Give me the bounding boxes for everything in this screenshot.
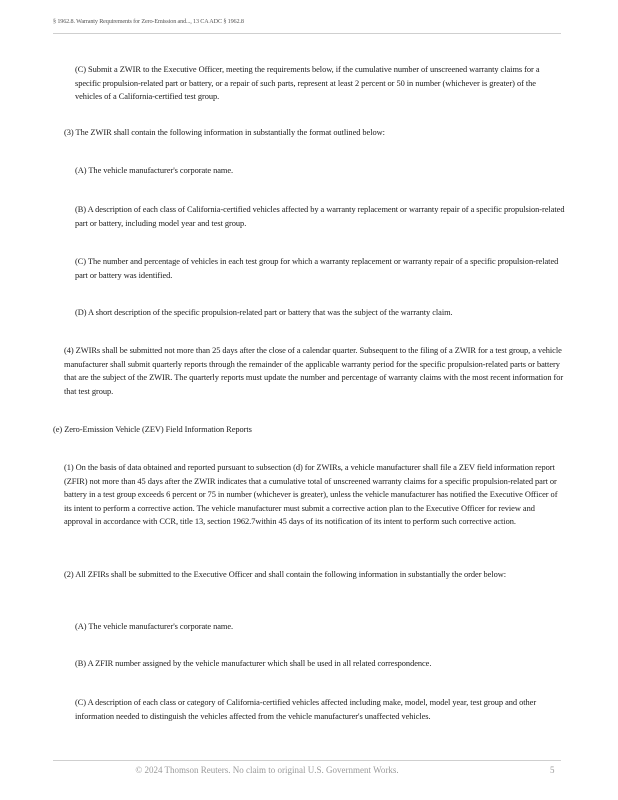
paragraph-3b-class-description: (B) A description of each class of California-certified vehicles affected by a warranty replacement or warranty repair of a specific propulsion-related part or battery, including model year and test group. [75, 205, 565, 228]
paragraph-e2c-vehicle-description: (C) A description of each class or category of California-certified vehicles affected including make, model, model year, test group and other information needed to distinguish the vehicles affected from the vehicle manufacturer's unaffected vehicles. [75, 698, 537, 721]
paragraph-4-zwir-submission: (4) ZWIRs shall be submitted not more than 25 days after the close of a calendar quarter. Subsequent to the filing of a ZWIR for a test group, a vehicle manufacturer shall submit quarterly reports through the remainder of the applicable warranty period for the specific propulsion-related parts or battery that are the subject of the ZWIR. The quarterly reports must update the number and percentage of warranty claims with the most recent information for that test group. [64, 346, 564, 396]
document-header-citation: § 1962.8. Warranty Requirements for Zero-Emission and..., 13 CA ADC § 1962.8 [53, 18, 244, 25]
footer-divider [53, 760, 561, 761]
paragraph-3c-number-percentage: (C) The number and percentage of vehicles in each test group for which a warranty replacement or warranty repair of a specific propulsion-related part or battery was identified. [75, 257, 559, 280]
paragraph-3-zwir-contents: (3) The ZWIR shall contain the following information in substantially the format outlined below: [64, 128, 385, 137]
paragraph-c-submit-zwir: (C) Submit a ZWIR to the Executive Officer, meeting the requirements below, if the cumulative number of unscreened warranty claims for a specific propulsion-related part or battery, or a repair of such parts, represent at least 2 percent or 50 in number (whichever is greater) of the vehicles of a California-certified test group. [75, 65, 540, 102]
paragraph-e2a-corporate-name: (A) The vehicle manufacturer's corporate name. [75, 622, 234, 631]
section-e-heading: (e) Zero-Emission Vehicle (ZEV) Field Information Reports [53, 425, 252, 434]
paragraph-3d-part-description: (D) A short description of the specific propulsion-related part or battery that was the subject of the warranty claim. [75, 308, 453, 317]
footer-copyright: © 2024 Thomson Reuters. No claim to original U.S. Government Works. [135, 765, 399, 775]
page-number: 5 [550, 765, 555, 775]
header-divider [53, 33, 561, 34]
paragraph-e2b-zfir-number: (B) A ZFIR number assigned by the vehicle manufacturer which shall be used in all related correspondence. [75, 659, 432, 668]
paragraph-3a-corporate-name: (A) The vehicle manufacturer's corporate name. [75, 166, 234, 175]
paragraph-e2-zfir-contents: (2) All ZFIRs shall be submitted to the Executive Officer and shall contain the following information in substantially the order below: [64, 570, 506, 579]
paragraph-e1-zfir-filing: (1) On the basis of data obtained and reported pursuant to subsection (d) for ZWIRs, a vehicle manufacturer shall file a ZEV field information report (ZFIR) not more than 45 days after the ZWIR indicates that a cumulative total of unscreened warranty claims for a specific propulsion-related part or battery in a test group exceeds 6 percent or 75 in number (whichever is greater), unless the vehicle manufacturer has notified the Executive Officer of its intent to perform a corrective action. The vehicle manufacturer must submit a corrective action plan to the Executive Officer for review and approval in accordance with CCR, title 13, section 1962.7within 45 days of its notification of its intent to perform such corrective action. [64, 463, 558, 527]
